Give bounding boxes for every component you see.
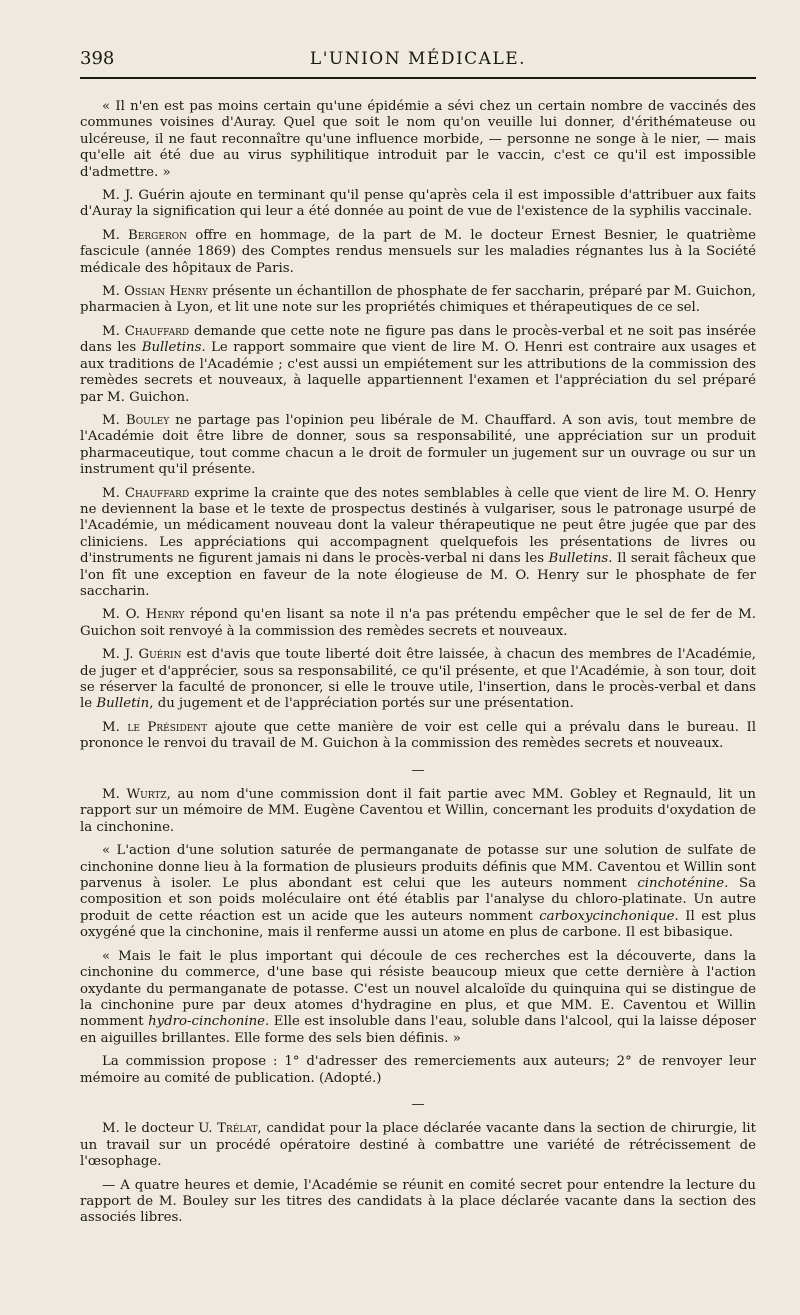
- italic-title: Bulletins: [141, 340, 202, 356]
- paragraph: [80, 284, 756, 317]
- paragraph: [80, 607, 756, 640]
- speaker-name: M. J. Guérin: [102, 647, 182, 663]
- paragraph: [80, 843, 756, 941]
- section-separator: —: [411, 762, 425, 778]
- paragraph: [80, 647, 756, 713]
- paragraph-text: . Il est plus oxygéné que la cinchonine, mais il renferme aussi un atome en plus de carbone. Il est bibasique.: [80, 908, 756, 941]
- paragraph-text: . Sa composition et son poids moléculaire ont été établis par l'analyse du chloro-platinate. Un autre produit de cette réaction est un acide que les auteurs nomment: [80, 876, 756, 924]
- speaker-name: M. O. Henry: [102, 607, 185, 623]
- paragraph: M. J. Guérin ajoute en terminant qu'il pense qu'après cela il est impossible d'attribuer aux faits d'Auray la signification qui leur a été donnée au point de vue de l'existence de la syphilis vaccinale.: [80, 188, 756, 220]
- speaker-name: M. le Président: [102, 719, 208, 735]
- italic-term: cinchoténine: [637, 876, 725, 892]
- paragraph-text: offre en hommage, de la part de M. le docteur Ernest Besnier, le quatrième fascicule (année 1869) des Comptes rendus mensuels sur les maladies régnantes lus à la Société médicale des hôpitaux de Paris.: [80, 227, 756, 276]
- speaker-name: M. Chauffard: [102, 485, 190, 501]
- page-number: 398: [80, 48, 115, 69]
- paragraph-text: . Il serait fâcheux que l'on fît une exception en faveur de la note élogieuse de M. O. Henry sur le phosphate de fer saccharin.: [80, 551, 756, 599]
- speaker-name: M. Ossian Henry: [102, 284, 208, 300]
- paragraph: [80, 787, 756, 836]
- paragraph: [80, 486, 756, 601]
- paragraph-text: « L'action d'une solution saturée de permanganate de potasse sur une solution de sulfate de cinchonine donne lieu à la formation de plusieurs produits définis que MM. Caventou et Willin sont parvenus à isoler. Le plus abondant est celui que les auteurs nomment: [80, 843, 756, 892]
- paragraph-text: . Elle est insoluble dans l'eau, soluble dans l'alcool, qui la laisse déposer en aiguilles brillantes. Elle forme des sels bien définis. »: [80, 1014, 756, 1046]
- paragraph: « Il n'en est pas moins certain qu'une épidémie a sévi chez un certain nombre de vaccinés des communes voisines d'Auray. Quel que soit le nom qu'on veuille lui donner, d'érithémateuse ou ulcéreuse, il ne faut reconnaître qu'une influence morbide, — personne ne songe à le nier, — mais qu'elle ait été due au virus syphilitique introduit par le vaccin, c'est ce qu'il est impossible d'admettre. »: [80, 99, 756, 180]
- section-separator: —: [411, 1096, 425, 1112]
- paragraph: [80, 720, 756, 753]
- paragraph-text: est d'avis que toute liberté doit être laissée, à chacun des membres de l'Académie, de juger et d'apprécier, sous sa responsabilité, ce qu'il présente, et que l'Académie, à son tour, doit se réserver la faculté de prononcer, si elle le trouve utile, l'insertion, dans le procès-verbal et dans le: [80, 647, 756, 712]
- italic-term: carboxycinchonique: [539, 908, 675, 924]
- speaker-name: Trélat: [217, 1121, 258, 1137]
- paragraph: — A quatre heures et demie, l'Académie se réunit en comité secret pour entendre la lecture du rapport de M. Bouley sur les titres des candidats à la place déclarée vacante dans la section des associés libres.: [80, 1177, 756, 1226]
- paragraph: La commission propose : 1° d'adresser des remerciements aux auteurs; 2° de renvoyer leur mémoire au comité de publication. (Adopté.): [80, 1054, 756, 1086]
- running-title: L'UNION MÉDICALE.: [309, 49, 527, 69]
- paragraph: [80, 1121, 756, 1170]
- paragraph-text: ajoute que cette manière de voir est celle qui a prévalu dans le bureau. Il prononce le renvoi du travail de M. Guichon à la commission des remèdes secrets et nouveaux.: [80, 719, 756, 752]
- paragraph-text: répond qu'en lisant sa note il n'a pas prétendu empêcher que le sel de fer de M. Guichon soit renvoyé à la commission des remèdes secrets et nouveaux.: [80, 607, 756, 639]
- page-header: [80, 48, 756, 79]
- speaker-name: M. Chauffard: [102, 323, 190, 339]
- paragraph-text: , au nom d'une commission dont il fait partie avec MM. Gobley et Regnauld, lit un rapport sur un mémoire de MM. Eugène Caventou et Willin, concernant les produits d'oxydation de la cinchonine.: [80, 787, 756, 835]
- paragraph-text: , candidat pour la place déclarée vacante dans la section de chirurgie, lit un travail sur un procédé opératoire destiné à combattre une variété de rétrécissement de l'œsophage.: [80, 1121, 756, 1170]
- paragraph: [80, 228, 756, 277]
- article-body: [80, 99, 756, 1227]
- paragraph-text: , du jugement et de l'appréciation portés sur une présentation.: [149, 696, 574, 712]
- paragraph-text: exprime la crainte que des notes semblables à celle que vient de lire M. O. Henry ne deviennent la base et le texte de prospectus destinés à vulgariser, sous le patronage usurpé de l'Académie, un médicament nouveau dont la valeur thérapeutique ne peut être jugée que par des cliniciens. Les appréciations qui accompagnent quelquefois les présentations de livres ou d'instruments ne figurent jamais ni dans le procès-verbal ni dans les: [80, 485, 757, 567]
- paragraph-text: ne partage pas l'opinion peu libérale de M. Chauffard. A son avis, tout membre de l'Académie doit être libre de donner, sous sa responsabilité, une appréciation sur un produit pharmaceutique, tout comme chacun a le droit de formuler un jugement sur un ouvrage ou sur un instrument qu'il présente.: [80, 412, 756, 478]
- speaker-name: M. Bergeron: [102, 227, 187, 243]
- paragraph-text: « Mais le fait le plus important qui découle de ces recherches est la découverte, dans la cinchonine du commerce, d'une base qui résiste beaucoup mieux que cette dernière à l'action oxydante du permanganate de potasse. C'est un nouvel alcaloïde du quinquina qui se distingue de la cinchonine pure par deux atomes d'hydragine en plus, et que MM. E. Caventou et Willin nomment: [80, 948, 756, 1030]
- paragraph-text: M. le docteur U.: [102, 1121, 213, 1137]
- italic-term: hydro-cinchonine: [148, 1014, 266, 1030]
- italic-title: Bulletin: [96, 696, 150, 712]
- paragraph-text: présente un échantillon de phosphate de fer saccharin, préparé par M. Guichon, pharmacien à Lyon, et lit une note sur les propriétés chimiques et thérapeutiques de ce sel.: [80, 284, 757, 316]
- speaker-name: M. Wurtz: [102, 787, 167, 803]
- speaker-name: M. Bouley: [102, 412, 170, 428]
- paragraph-text: . Le rapport sommaire que vient de lire M. O. Henri est contraire aux usages et aux traditions de l'Académie ; c'est aussi un empiétement sur les attributions de la commission des remèdes secrets et nouveaux, à laquelle appartiennent l'examen et l'appréciation du sel préparé par M. Guichon.: [80, 340, 756, 405]
- paragraph: [80, 324, 756, 406]
- paragraph: [80, 413, 756, 479]
- italic-title: Bulletins: [548, 551, 609, 567]
- paragraph-text: demande que cette note ne figure pas dans le procès-verbal et ne soit pas insérée dans les: [80, 323, 757, 356]
- paragraph: [80, 949, 756, 1047]
